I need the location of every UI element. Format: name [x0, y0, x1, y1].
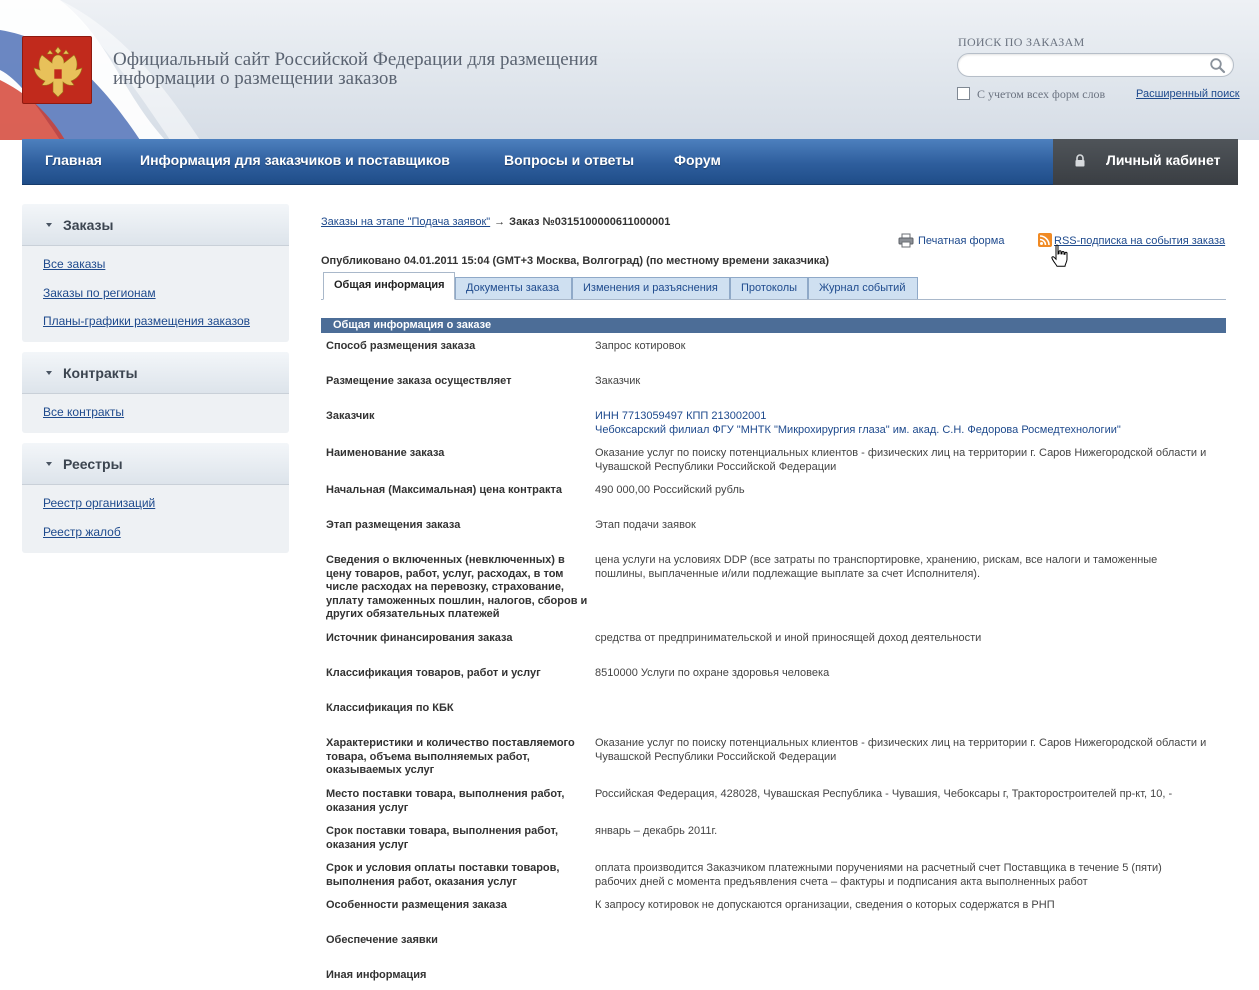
tab-bar — [321, 272, 1226, 300]
sidebar-item-all-contracts[interactable]: Все контракты — [43, 405, 125, 419]
section-title: Общая информация о заказе — [321, 318, 1226, 333]
row-value: Оказание услуг по поиску потенциальных клиентов - физических лиц на территории г. Саров Нижегородской области и Чувашской Республики Российской Федерации — [595, 447, 1207, 473]
search-icon[interactable] — [1209, 57, 1226, 74]
sidebar-contracts-title: Контракты — [63, 365, 138, 381]
chevron-down-icon — [46, 371, 52, 375]
sidebar-orders — [22, 204, 289, 342]
sidebar-item-complaints-register[interactable]: Реестр жалоб — [43, 525, 121, 539]
search-label: ПОИСК ПО ЗАКАЗАМ — [958, 35, 1085, 49]
customer-inn-link[interactable]: ИНН 7713059497 КПП 213002001 — [595, 410, 767, 422]
tab-changes[interactable]: Изменения и разъяснения — [572, 277, 730, 299]
row-label: Классификация товаров, работ и услуг — [326, 667, 541, 679]
sidebar-item-schedules[interactable]: Планы-графики размещения заказов — [43, 314, 250, 328]
nav-info[interactable]: Информация для заказчиков и поставщиков — [140, 152, 450, 168]
chevron-down-icon — [46, 223, 52, 227]
row-label: Начальная (Максимальная) цена контракта — [326, 484, 563, 496]
row-label: Особенности размещения заказа — [326, 899, 507, 911]
main-nav — [22, 139, 1238, 185]
row-value: 8510000 Услуги по охране здоровья человека — [595, 667, 830, 679]
row-label: Характеристики и количество поставляемого товара, объема выполняемых работ, оказываемых услуг — [326, 737, 575, 776]
row-label: Классификация по КБК — [326, 702, 454, 714]
row-label: Срок и условия оплаты поставки товаров, выполнения работ, оказания услуг — [326, 862, 560, 888]
sidebar-item-orders-by-region[interactable]: Заказы по регионам — [43, 286, 156, 300]
row-value: январь – декабрь 2011г. — [595, 825, 718, 837]
row-label: Источник финансирования заказа — [326, 632, 513, 644]
lock-icon — [1074, 154, 1086, 167]
customer-value — [595, 410, 1220, 437]
nav-faq[interactable]: Вопросы и ответы — [504, 152, 635, 168]
row-value: цена услуги на условиях DDP (все затраты по транспортировке, хранению, рискам, все налоги и таможенные пошлины, выплаченные и/или подлежащие выплате за счет Исполнителя). — [595, 554, 1158, 580]
row-label: Заказчик — [326, 410, 375, 422]
personal-cabinet-label: Личный кабинет — [1106, 152, 1221, 168]
row-label: Место поставки товара, выполнения работ, оказания услуг — [326, 788, 565, 814]
row-value: Российская Федерация, 428028, Чувашская Республика - Чувашия, Чебоксары г, Тракторостроителей пр-кт, 10, - — [595, 788, 1173, 800]
site-title: Официальный сайт Российской Федерации для размещения информации о размещении заказов — [113, 49, 598, 89]
sidebar-registers-title: Реестры — [63, 456, 123, 472]
all-forms-label: С учетом всех форм слов — [977, 87, 1106, 101]
sidebar-contracts-header[interactable] — [22, 352, 289, 394]
sidebar-orders-title: Заказы — [63, 217, 114, 233]
chevron-down-icon — [46, 462, 52, 466]
tab-order-documents[interactable]: Документы заказа — [455, 277, 572, 299]
all-forms-checkbox[interactable] — [957, 87, 970, 100]
hand-cursor-icon — [1050, 244, 1070, 269]
rss-subscription-label: RSS-подписка на события заказа — [1054, 235, 1226, 247]
row-label: Обеспечение заявки — [326, 934, 438, 946]
sidebar-contracts — [22, 352, 289, 433]
sidebar-item-org-register[interactable]: Реестр организаций — [43, 496, 156, 510]
row-value: К запросу котировок не допускаются организации, сведения о которых содержатся в РНП — [595, 899, 1055, 911]
search-input[interactable] — [968, 57, 1208, 73]
row-value: средства от предпринимательской и иной приносящей доход деятельности — [595, 632, 982, 644]
nav-forum[interactable]: Форум — [674, 152, 721, 168]
row-label: Срок поставки товара, выполнения работ, оказания услуг — [326, 825, 559, 851]
row-label: Размещение заказа осуществляет — [326, 375, 512, 387]
sidebar-registers-header[interactable] — [22, 443, 289, 485]
breadcrumb-current: Заказ №0315100000611000001 — [509, 216, 671, 228]
row-label: Иная информация — [326, 969, 427, 981]
row-label: Сведения о включенных (невключенных) в цену товаров, работ, услуг, расходах, в том числе расходах на перевозку, страхование, уплату таможенных пошлин, налогов, сборов и других обязательных платежей — [326, 554, 588, 620]
breadcrumb — [321, 216, 670, 228]
row-value: оплата производится Заказчиком платежными поручениями на расчетный счет Поставщика в течение 5 (пяти) рабочих дней с момента предъявления счета – фактуры и подписания акта выполненных работ — [595, 862, 1162, 888]
sidebar-orders-header[interactable] — [22, 204, 289, 246]
row-label: Способ размещения заказа — [326, 340, 476, 352]
row-label: Этап размещения заказа — [326, 519, 461, 531]
tab-protocols[interactable]: Протоколы — [730, 277, 808, 299]
personal-cabinet-button[interactable] — [1053, 139, 1238, 185]
row-value: Запрос котировок — [595, 340, 686, 352]
coat-of-arms-logo[interactable] — [22, 36, 92, 104]
advanced-search-link[interactable]: Расширенный поиск — [1136, 88, 1240, 100]
arrow-right-icon: → — [494, 216, 506, 228]
customer-name-link[interactable]: Чебоксарский филиал ФГУ "МНТК "Микрохирургия глаза" им. акад. С.Н. Федорова Росмедтехнологии" — [595, 423, 1121, 436]
tab-event-log[interactable]: Журнал событий — [808, 277, 918, 299]
print-form-label: Печатная форма — [918, 235, 1005, 247]
sidebar-registers — [22, 443, 289, 553]
sidebar-item-all-orders[interactable]: Все заказы — [43, 257, 106, 271]
nav-home[interactable]: Главная — [45, 152, 102, 168]
row-value: Заказчик — [595, 375, 641, 387]
row-value: 490 000,00 Российский рубль — [595, 484, 745, 496]
row-label: Наименование заказа — [326, 447, 445, 459]
row-value: Оказание услуг по поиску потенциальных клиентов - физических лиц на территории г. Саров Нижегородской области и Чувашской Республики Российской Федерации — [595, 737, 1207, 763]
tab-general-info[interactable]: Общая информация — [323, 272, 455, 300]
breadcrumb-orders-link[interactable]: Заказы на этапе "Подача заявок" — [321, 216, 491, 228]
published-date: Опубликовано 04.01.2011 15:04 (GMT+3 Москва, Волгоград) (по местному времени заказчика) — [321, 255, 830, 267]
printer-icon — [898, 233, 914, 248]
site-header — [0, 0, 1259, 140]
search-field[interactable] — [957, 53, 1234, 77]
row-value: Этап подачи заявок — [595, 519, 696, 531]
